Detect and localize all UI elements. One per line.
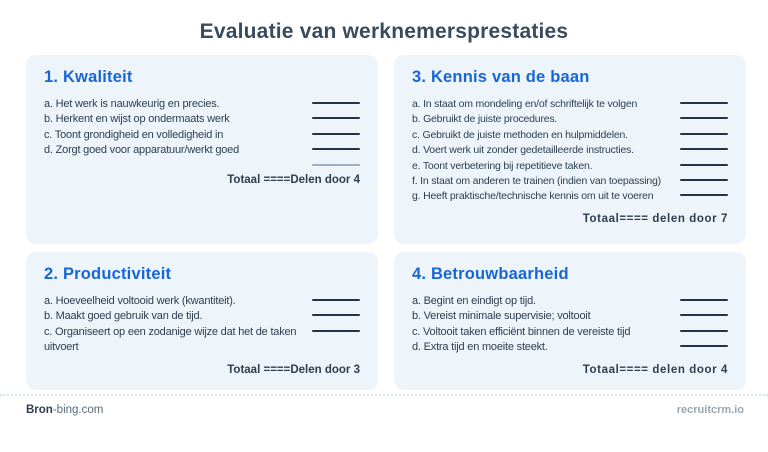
evaluation-item: f. In staat om anderen te trainen (indien van toepassing)	[412, 175, 661, 188]
section-body	[412, 294, 728, 356]
section-card-productiviteit	[26, 252, 378, 390]
evaluation-item: c. Voltooit taken efficiënt binnen de vereiste tijd	[412, 325, 631, 338]
evaluation-item: d. Zorgt goed voor apparatuur/werkt goed	[44, 144, 240, 157]
section-total-formula: Totaal ====Delen door 4	[227, 173, 360, 186]
answer-line	[312, 117, 360, 119]
answer-line	[312, 164, 360, 166]
section-heading: 2. Productiviteit	[44, 265, 172, 283]
section-heading: 3. Kennis van de baan	[412, 68, 590, 86]
section-items	[44, 294, 306, 356]
section-items	[44, 97, 306, 159]
sections-grid	[0, 55, 768, 390]
page-title: Evaluatie van werknemersprestaties	[199, 20, 569, 43]
evaluation-item: c. Toont grondigheid en volledigheid in	[44, 128, 224, 141]
section-total-formula: Totaal ====Delen door 3	[227, 363, 360, 376]
answer-line	[312, 299, 360, 301]
section-total-formula: Totaal==== delen door 7	[582, 212, 728, 225]
section-body	[412, 97, 728, 205]
answer-line	[680, 133, 728, 135]
evaluation-item: d. Extra tijd en moeite steekt.	[412, 341, 548, 354]
evaluation-item: g. Heeft praktische/technische kennis om uit te voeren	[412, 190, 654, 203]
section-card-kennis-van-de-baan	[394, 55, 746, 244]
evaluation-item: b. Maakt goed gebruik van de tijd.	[44, 310, 203, 323]
answer-line	[680, 194, 728, 196]
evaluation-item: a. In staat om mondeling en/of schriftelijk te volgen	[412, 98, 638, 110]
section-heading: 1. Kwaliteit	[44, 68, 133, 86]
evaluation-item: b. Gebruikt de juiste procedures.	[412, 113, 558, 126]
evaluation-item: b. Vereist minimale supervisie; voltooit	[412, 310, 591, 323]
footer	[0, 396, 768, 416]
section-card-betrouwbaarheid	[394, 252, 746, 390]
evaluation-item: a. Hoeveelheid voltooid werk (kwantiteit).	[44, 295, 236, 307]
evaluation-item: c. Organiseert op een zodanige wijze dat het de taken uitvoert	[44, 325, 297, 354]
source-credit	[26, 404, 103, 416]
brand-credit: recruitcrm.io	[676, 404, 744, 416]
answer-line	[312, 148, 360, 150]
answer-line	[680, 314, 728, 316]
answer-line	[312, 314, 360, 316]
section-total-formula: Totaal==== delen door 4	[582, 363, 728, 376]
section-items	[412, 97, 674, 205]
answer-lines	[312, 97, 360, 166]
source-domain: -bing.com	[52, 404, 104, 416]
section-body	[44, 294, 360, 356]
answer-line	[680, 330, 728, 332]
answer-lines	[680, 294, 728, 347]
answer-line	[680, 179, 728, 181]
answer-line	[680, 148, 728, 150]
evaluation-item: c. Gebruikt de juiste methoden en hulpmiddelen.	[412, 128, 628, 141]
evaluation-item: a. Begint en eindigt op tijd.	[412, 295, 536, 307]
infographic-page	[0, 20, 768, 416]
evaluation-item: e. Toont verbetering bij repetitieve taken.	[412, 159, 593, 172]
answer-line	[680, 164, 728, 166]
answer-line	[680, 345, 728, 347]
section-items	[412, 294, 674, 356]
section-card-kwaliteit	[26, 55, 378, 244]
answer-line	[312, 133, 360, 135]
answer-lines	[680, 97, 728, 196]
answer-line	[680, 102, 728, 104]
evaluation-item: a. Het werk is nauwkeurig en precies.	[44, 98, 220, 110]
source-label: Bron	[26, 404, 53, 416]
answer-line	[680, 117, 728, 119]
evaluation-item: b. Herkent en wijst op ondermaats werk	[44, 113, 230, 126]
answer-lines	[312, 294, 360, 332]
section-heading: 4. Betrouwbaarheid	[412, 265, 569, 283]
answer-line	[680, 299, 728, 301]
section-body	[44, 97, 360, 166]
answer-line	[312, 102, 360, 104]
evaluation-item: d. Voert werk uit zonder gedetailleerde instructies.	[412, 144, 634, 157]
answer-line	[312, 330, 360, 332]
